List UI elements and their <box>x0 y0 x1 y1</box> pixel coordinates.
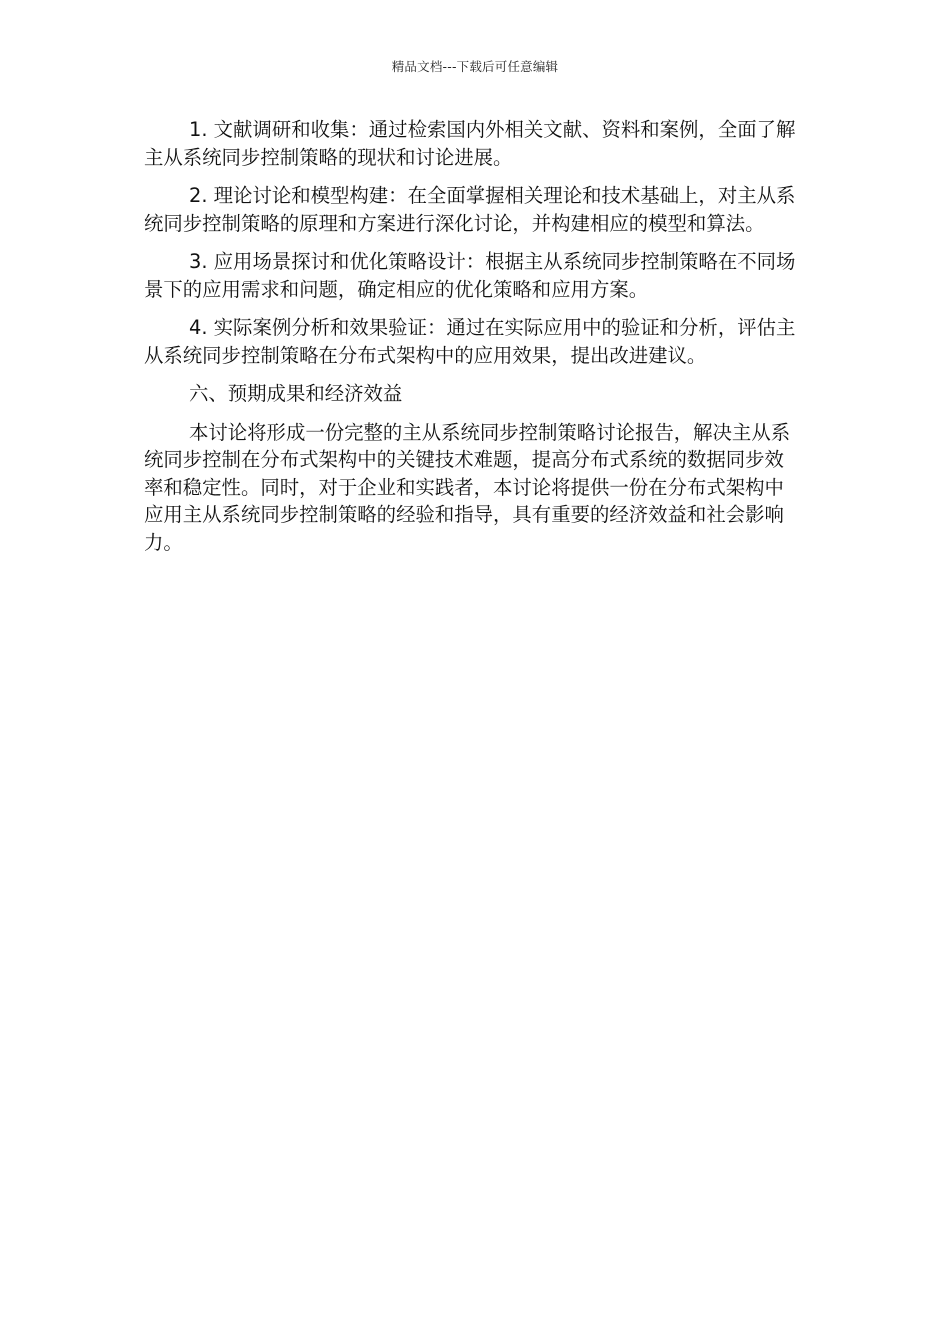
paragraph-case-analysis: 4. 实际案例分析和效果验证：通过在实际应用中的验证和分析，评估主从系统同步控制策略在分布式架构中的应用效果，提出改进建议。 <box>144 316 796 367</box>
document-body <box>144 116 800 567</box>
page-header: 精品文档---下载后可任意编辑 <box>391 59 559 74</box>
paragraph-application-scenarios: 3. 应用场景探讨和优化策略设计：根据主从系统同步控制策略在不同场景下的应用需求和问题，确定相应的优化策略和应用方案。 <box>144 250 796 301</box>
paragraph-expected-results: 本讨论将形成一份完整的主从系统同步控制策略讨论报告，解决主从系统同步控制在分布式架构中的关键技术难题，提高分布式系统的数据同步效率和稳定性。同时，对于企业和实践者，本讨论将提供一份在分布式架构中应用主从系统同步控制策略的经验和指导，具有重要的经济效益和社会影响力。 <box>144 420 791 554</box>
section-heading-expected-results: 六、预期成果和经济效益 <box>189 382 403 405</box>
paragraph-literature-research: 1. 文献调研和收集：通过检索国内外相关文献、资料和案例，全面了解主从系统同步控制策略的现状和讨论进展。 <box>144 118 796 169</box>
paragraph-theory-modeling: 2. 理论讨论和模型构建：在全面掌握相关理论和技术基础上，对主从系统同步控制策略的原理和方案进行深化讨论，并构建相应的模型和算法。 <box>144 184 796 235</box>
